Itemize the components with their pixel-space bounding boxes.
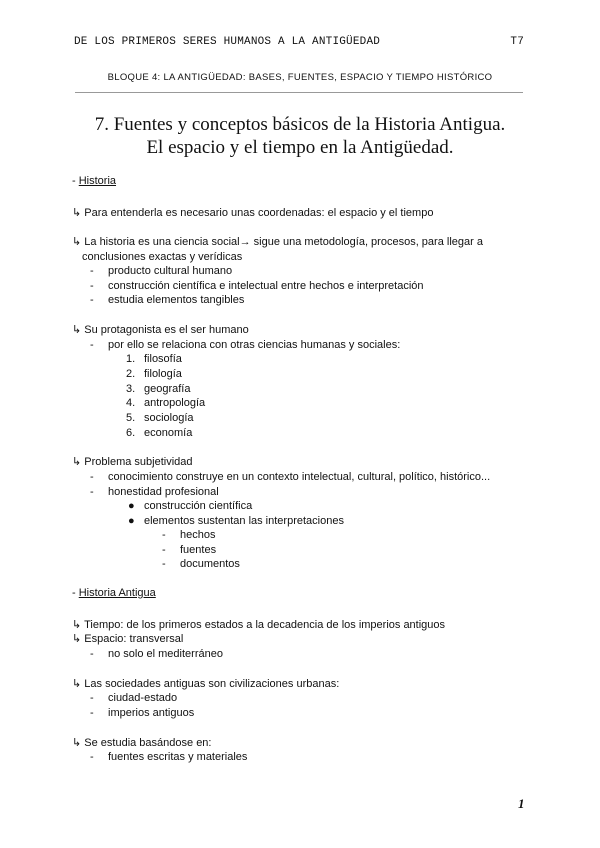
paragraph: ↳ Las sociedades antiguas son civilizaciones urbanas: [72,678,340,690]
list-item: - conocimiento construye en un contexto intelectual, cultural, político, histórico... [90,471,491,483]
list-item: - no solo el mediterráneo [90,648,223,660]
header-code: T7 [510,36,524,48]
title-line-2: El espacio y el tiempo en la Antigüedad. [146,137,454,158]
paragraph: ↳ Tiempo: de los primeros estados a la decadencia de los imperios antiguos [72,619,446,631]
numbered-item: 5. sociología [126,412,194,424]
paragraph: ↳ Se estudia basándose en: [72,737,212,749]
sub-list-item: - hechos [162,529,216,541]
paragraph-continuation: conclusiones exactas y verídicas [82,251,243,263]
list-item: - imperios antiguos [90,707,195,719]
title-line-1: 7. Fuentes y conceptos básicos de la Historia Antigua. [94,114,506,135]
list-item: - construcción científica e intelectual entre hechos e interpretación [90,280,424,292]
running-header [74,36,524,48]
header-divider [75,92,523,93]
numbered-item: 3. geografía [126,383,191,395]
page-title [60,113,540,159]
sub-list-item: - documentos [162,558,240,570]
paragraph: ↳ Su protagonista es el ser humano [72,324,249,336]
numbered-item: 6. economía [126,427,193,439]
section-heading-historia: - Historia [72,175,117,187]
paragraph: ↳ Para entenderla es necesario unas coordenadas: el espacio y el tiempo [72,207,434,219]
numbered-item: 4. antropología [126,397,206,409]
paragraph: ↳ Espacio: transversal [72,633,184,645]
list-item: - fuentes escritas y materiales [90,751,248,763]
header-title: DE LOS PRIMEROS SERES HUMANOS A LA ANTIGÜEDAD [74,36,381,48]
numbered-item: 2. filología [126,368,182,380]
header-subtitle: BLOQUE 4: LA ANTIGÜEDAD: BASES, FUENTES, ESPACIO Y TIEMPO HISTÓRICO [107,72,493,83]
section-heading-text: Historia [78,175,117,187]
section-heading-text: Historia Antigua [78,587,156,599]
numbered-item: 1. filosofía [126,353,182,365]
section-heading-historia-antigua: - Historia Antigua [72,587,156,599]
list-item: - producto cultural humano [90,265,233,277]
bullet-item: ● elementos sustentan las interpretaciones [128,515,344,527]
paragraph: ↳ La historia es una ciencia social→ sigue una metodología, procesos, para llegar a [72,236,483,248]
list-item: - estudia elementos tangibles [90,294,245,306]
sub-list-item: - fuentes [162,544,217,556]
list-item: - por ello se relaciona con otras ciencias humanas y sociales: [90,339,401,351]
list-item: - ciudad-estado [90,692,178,704]
page-number: 1 [518,796,525,811]
paragraph: ↳ Problema subjetividad [72,456,193,468]
bullet-item: ● construcción científica [128,500,253,512]
list-item: - honestidad profesional [90,486,219,498]
